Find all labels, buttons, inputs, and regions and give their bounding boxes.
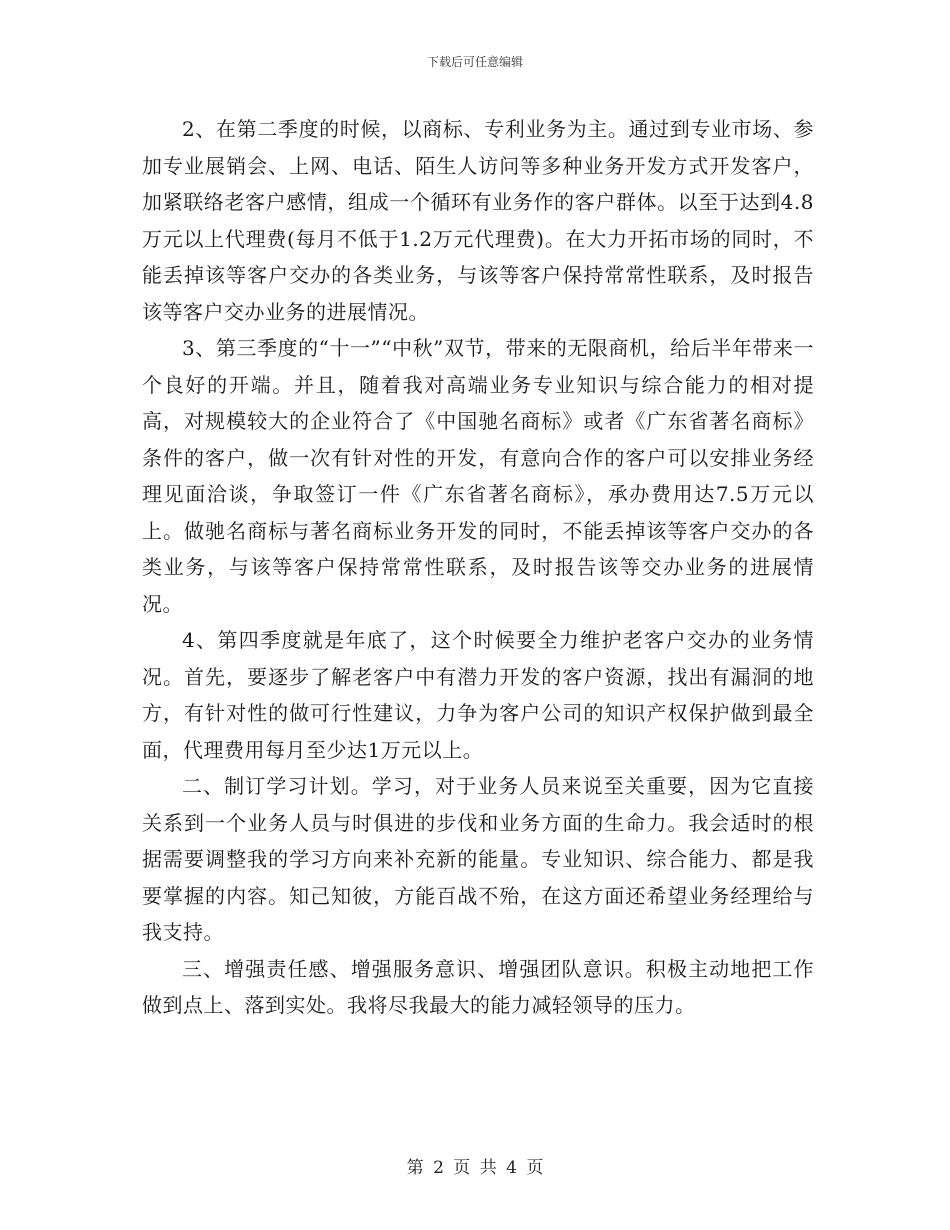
paragraph-q3-plan: 3、第三季度的“十一”“中秋”双节，带来的无限商机，给后半年带来一个良好的开端。并且，随着我对高端业务专业知识与综合能力的相对提高，对规模较大的企业符合了《中国驰名商标》或者《广东省著名商标》条件的客户，做一次有针对性的开发，有意向合作的客户可以安排业务经理见面洽谈，争取签订一件《广东省著名商标》，承办费用达7.5万元以上。做驰名商标与著名商标业务开发的同时，不能丢掉该等客户交办的各类业务，与该等客户保持常常性联系，及时报告该等交办业务的进展情况。 xyxy=(142,336,814,616)
paragraph-responsibility: 三、增强责任感、增强服务意识、增强团队意识。积极主动地把工作做到点上、落到实处。我将尽我最大的能力减轻领导的压力。 xyxy=(142,956,814,1017)
paragraph-q4-plan: 4、第四季度就是年底了，这个时候要全力维护老客户交办的业务情况。首先，要逐步了解老客户中有潜力开发的客户资源，找出有漏洞的地方，有针对性的做可行性建议，力争为客户公司的知识产权保护做到最全面，代理费用每月至少达1万元以上。 xyxy=(142,628,814,762)
document-body xyxy=(142,111,814,1024)
paragraph-q2-plan: 2、在第二季度的时候，以商标、专利业务为主。通过到专业市场、参加专业展销会、上网、电话、陌生人访问等多种业务开发方式开发客户，加紧联络老客户感情，组成一个循环有业务作的客户群体。以至于达到4.8万元以上代理费(每月不低于1.2万元代理费)。在大力开拓市场的同时，不能丢掉该等客户交办的各类业务，与该等客户保持常常性联系，及时报告该等客户交办业务的进展情况。 xyxy=(142,117,814,324)
paragraph-study-plan: 二、制订学习计划。学习，对于业务人员来说至关重要，因为它直接关系到一个业务人员与时俱进的步伐和业务方面的生命力。我会适时的根据需要调整我的学习方向来补充新的能量。专业知识、综合能力、都是我要掌握的内容。知己知彼，方能百战不殆，在这方面还希望业务经理给与我支持。 xyxy=(142,774,814,944)
page-number: 第 2 页 共 4 页 xyxy=(406,1158,544,1178)
page-header: 下载后可任意编辑 xyxy=(426,55,523,69)
